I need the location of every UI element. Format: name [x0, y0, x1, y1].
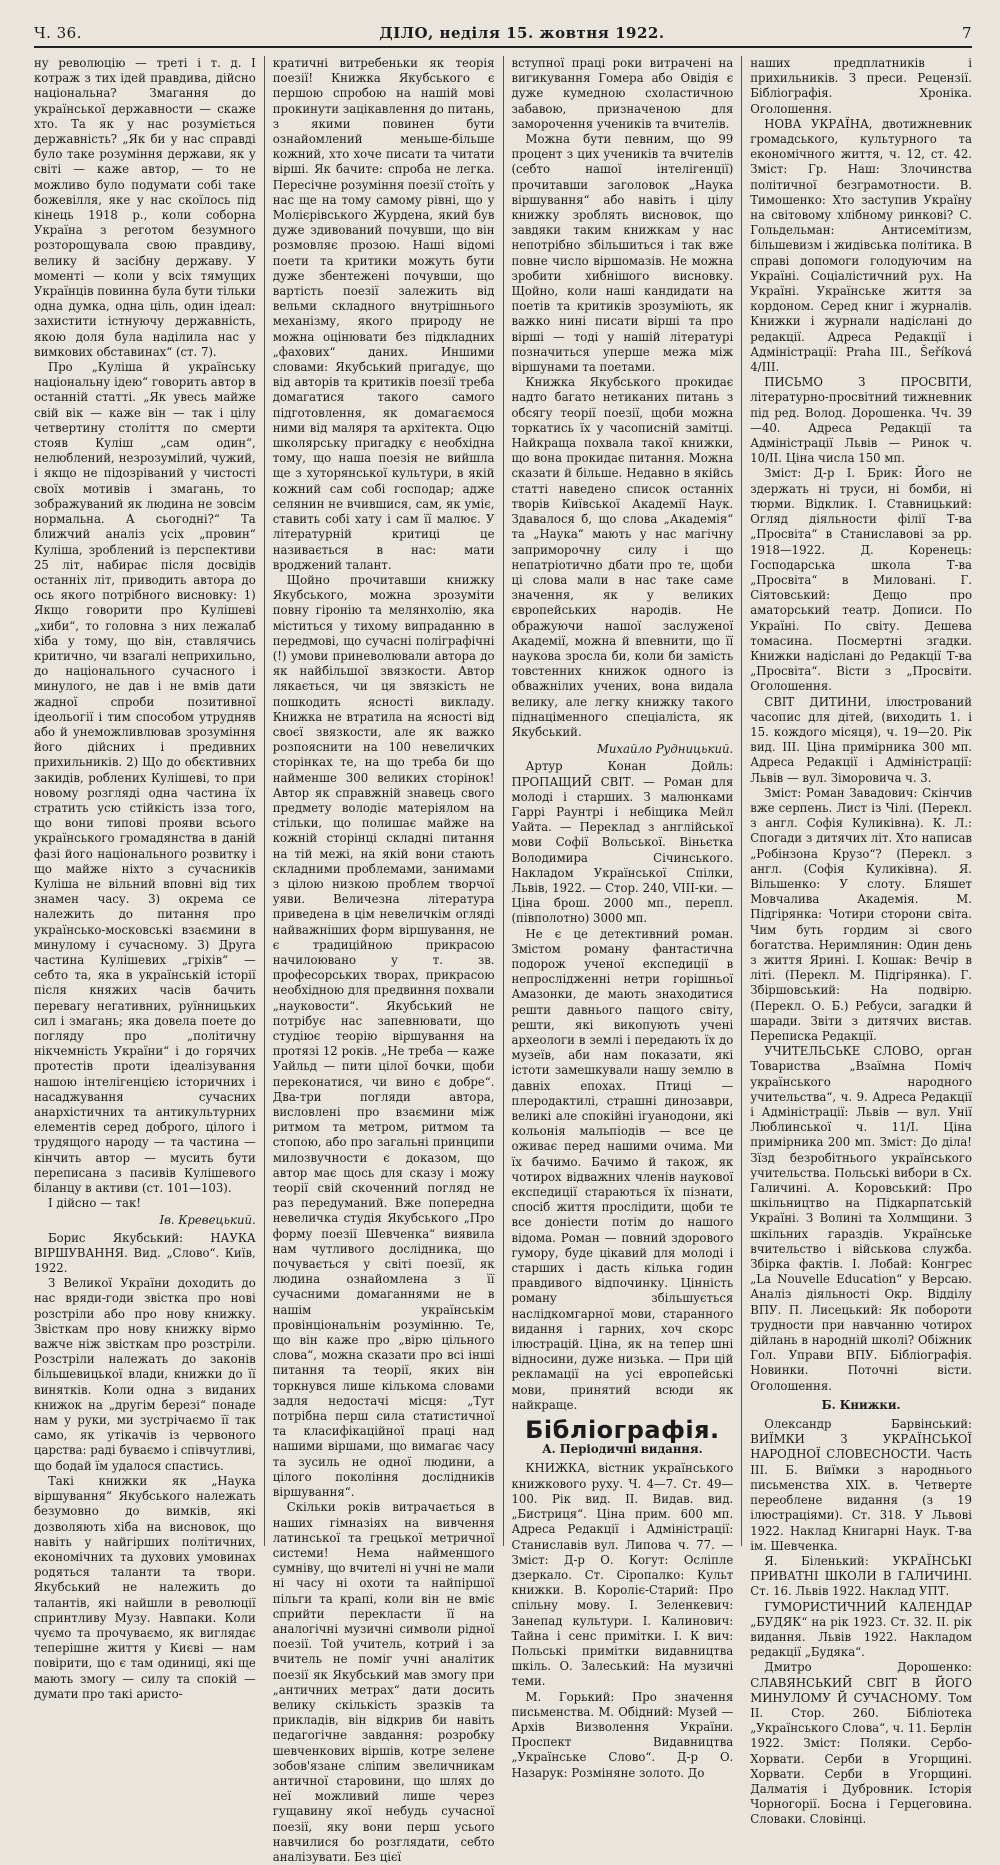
bibliography-entry: КНИЖКА, вістник українського книжкового руху. Ч. 4—7. Ст. 49—100. Рік вид. II. Видав. вид. „Бистриця“. Ціна прим. 600 мп. Адреса Редакції і Адміністрації: Станиславів вул. Липова ч. 77. — Зміст: Д-р О. Когут: Осліпле дзеркало. Ст. Сіропалко: Культ книжки. В. Короліє-Старий: Про спільну мову. І. Зеленкевич: Занепад культури. І. Калинович: Тайна і сенс примітки. І. К вич: Польські примітки видавництва шкіль. О. Залеський: На музичні теми. — [511, 1461, 734, 1689]
bibliography-entry: Дмитро Дорошенко: СЛАВЯНСЬКИЙ СВІТ В ЙОГО МИНУЛОМУ Й СУЧАСНОМУ. Том II. Стор. 260. Бібліотека „Українського Слова“, ч. 11. Берлін 1922. Зміст: Поляки. Сербо-Хорвати. Серби в Угорщині. Хорвати. Серби в Угорщині. Далматія і Дубровник. Історія Чорногорії. Босна і Герцеговина. Словаки. Словінці. — [750, 1660, 972, 1827]
bibliography-entry: НОВА УКРАЇНА, двотижневник громадського, культурного та економічного життя, ч. 12, ст. 42. Зміст: Гр. Наш: Злочинства політичної безграмотности. В. Тимошенко: Хто заступив Україну на світовому хлібному ринкові? С. Гольдельман: Антисемітизм, більшевизм і жидівська політика. В справі допомоги голодуючим на Україні. Соціалістичний рух. На Україні. Українське життя за кордоном. Серед книг і журналів. Книжки і журнали надіслані до редакції. Адреса Редакції і Адміністрації: Praha III., Šeříková 4/III. — [750, 116, 972, 375]
column-4 — [750, 56, 972, 1827]
bibliography-entry: ПИСЬМО З ПРОСВІТИ, літературно-просвітний тижневник під ред. Волод. Дорошенка. Чч. 39—40. Адреса Редакції та Адміністрації Львів — Ринок ч. 10/II. Ціна числа 150 мп. — [750, 375, 972, 466]
paragraph: Не є це детективний роман. Змістом роману фантастична подорож ученої експедиції в непрослідженні нетри горішньої Амазонки, де мають знаходитися решти давнього пащого світу, решти, які викопують учені археологи в землі і передають їх до музеїв, аби нам показати, які істоти замешкували нашу землю в давніх епохах. Птиці — плеродактилі, страшні динозаври, великі але спокійні ігуанодони, які кольонія мальпіодів — все це оживає перед нашими очима. Ми їх бачимо. Бачимо й також, як чотирох відважних членів наукової експедиції стараються їх пізнати, спосіб життя прослідити, щоби те все доніести потім до нашого відома. Роман — повний здорового гумору, буде цікавий для молоді і старших і дасть кілька годин правдивого відпочинку. Цінність роману збільшується наслідкомгарної мови, старанного видання і гарних, хоч скорс ілюстрацій. Ціна, як на тепер шні відносини, дуже низька. — При цій рекламації на усі европейські мови, принятий всюди як найкраще. — [511, 926, 734, 1412]
bibliography-entry: Олександр Барвінський: ВИЇМКИ З УКРАЇНСЬКОЇ НАРОДНОЇ СЛОВЕСНОСТИ. Часть III. Б. Виїмки з народнього письменства XIX. в. Четверте переоблене видання (з 19 ілюстраціями). Ст. 318. У Львові 1922. Наклад Книгарні Наук. Т-ва ім. Шевченка. — [750, 1417, 972, 1553]
paragraph: наших предплатників і прихильників. З преси. Рецензії. Бібліографія. Хроніка. Оголошення. — [750, 56, 972, 116]
paragraph: Книжка Якубського прокидає надто багато нетиканих питань з обсягу теорії поезії, щоби можна торкатись їх у часописній замітці. Найкраща похвала такої книжки, що вона прокидає питання. Можна сказати й більше. Недавно в якійсь статті наведено список останніх творів Київської Академії Наук. Здавалося б, що слова „Академія“ та „Наука“ мають у нас магічну заприморочну силу і що непатріотично дбати про те, щоби ці слова мали в нас таке саме значення, як у великих європейських народів. Не ображуючи нашої заслуженої Академії, можна й впевнити, що її наукова зросла би, коли би замість товстенних книжок одного із обважнілих учених, вона видала велику, але легку книжку такого піднаціменного спеціаліста, як Якубський. — [511, 375, 734, 739]
paragraph: З Великої України доходить до нас вряди-годи звістка про нові розстріли або про нову книжку. Звісткам про нову книжку вірмо важче ніж звісткам про розстріли. Розстріли належать до законів більшевицької влади, книжки до її винятків. Коли одна з виданих книжок на „другім березі“ понаде нам у руки, ми зустрічаємо її так само, як утікачів із червоного царства: раді буваємо і співчутливі, що бодай їм удалося спастись. — [34, 1276, 256, 1473]
paragraph: вступної праці роки витрачені на вигикування Гомера або Овідія є дуже кумедною схоластичною забавою, призначеною для заморочення учеників та вчителів. — [511, 56, 734, 131]
bibliography-entry: Зміст: Роман Завадович: Скінчив вже серпень. Лист із Чілі. (Перекл. з англ. Софія Куликівна). К. Л.: Спогади з дитячих літ. Хто написав „Робінзона Крузо“? (Перекл. з англ. (Софія Куликівна). Я. Вільшенко: У слоту. Бляшет Мовчалива Академія. М. Підгірянка: Чотири сторони світа. Чим буть гордим зі свого богатства. Неримлянин: Один день з життя Ярині. І. Кошак: Вечір в літі. (Перекл. М. Підгірянка). Г. Збіршовський: На подвірю. (Перекл. О. Б.) Ребуси, загадки й шаради. Звіти з дитячих вистав. Переписка Редакції. — [750, 785, 972, 1043]
review-title: Артур Конан Дойль: ПРОПАЩИЙ СВІТ. — Роман для молоді і старших. З малюнками Гаррі Раунтрі і небіщика Мейл Уайта. — Переклад з англійської мови Софії Вольської. Віньєтка Володимира Січинського. Накладом Української Спілки, Львів, 1922. — Стор. 240, VIII-ки. — Ціна брош. 2000 мп., перепл. (півполотно) 3000 мп. — [511, 759, 734, 926]
column-1 — [34, 56, 256, 1701]
newspaper-title-date: ДІЛО, неділя 15. жовтня 1922. — [379, 24, 665, 42]
books-subheading: Б. Книжки. — [821, 1397, 901, 1412]
bibliography-entry: М. Горький: Про значення письменства. М. Обідний: Музей — Архів Визволення України. Проспект Видавництва „Українське Слово“. Д-р О. Назарук: Розміняне золото. До — [511, 1689, 734, 1780]
bibliography-entry: УЧИТЕЛЬСЬКЕ СЛОВО, орган Товариства „Взаїмна Поміч українського народного учительства“, ч. 9. Адреса Редакції і Адміністрації: Львів — вул. Унії Люблинської ч. 11/І. Ціна примірника 200 мп. Зміст: До діла! Зїзд безробітнього українського учительства. Польські вибори в Сх. Галичині. А. Коровський: Про шкільництво на Підкарпатській Україні. З Волині та Холмщини. З шкільних гараздів. Українське вчительство і військова служба. Збірка фактів. І. Лобай: Конгрес „La Nouvelle Education“ у Версаю. Аналіз діяльності Окр. Відділу ВПУ. П. Лисецький: Як побороти трудности при навчанню чотирох дійлань в народній школі? Обіжник Гол. Управи ВПУ. Бібліографія. Новинки. Поточні вісти. Оголошення. — [750, 1044, 972, 1393]
signature-rudnytskyi: Михайло Рудницький. — [596, 742, 734, 757]
column-2 — [272, 56, 495, 1864]
columns — [34, 56, 972, 1864]
bibliography-entry: СВІТ ДИТИНИ, ілюстрований часопис для дітей, (виходить 1. і 15. кождого місяця), ч. 19—20. Рік вид. III. Ціна примірника 300 мп. Адреса Редакції і Адміністрації: Львів — вул. Зіморовича ч. 3. — [750, 694, 972, 785]
review-title: Борис Якубський: НАУКА ВІРШУВАННЯ. Вид. „Слово“. Київ, 1922. — [34, 1230, 256, 1276]
page-number: 7 — [961, 24, 972, 42]
bibliography-heading: Бібліографія. — [525, 1416, 720, 1445]
bibliography-entry: Я. Біленький: УКРАЇНСЬКІ ПРИВАТНІ ШКОЛИ В ГАЛИЧИНІ. Ст. 16. Львів 1922. Наклад УПТ. — [750, 1553, 972, 1599]
paragraph: ну революцію — треті і т. д. І котраж з тих ідей правдива, дійсно національна? Змагання до української державности — скаже хто. Та як у нас розуміється державність? „Як би у нас справді було таке розуміння держави, як у світі — каже автор, — то не можливо було подумати собі таке божевілля, яке у нас скоїлось під кінець 1918 р., коли соборна Україна з реготом безумного розторощувала свою правдиву, велику й засібну державу. У моменті — коли у всіх тямущих Українців повинна була бути тільки одна думка, одна ціль, один ідеал: захистити істнуючу державність, якою доля була наділила нас у вимкових обставинах“ (ст. 7). — [34, 56, 256, 359]
signature-krevetskyi: Ів. Кревецький. — [159, 1213, 256, 1228]
periodicals-subheading: А. Періодичні видання. — [542, 1442, 703, 1457]
bibliography-entry: ГУМОРИСТИЧНИЙ КАЛЕНДАР „БУДЯК“ на рік 1923. Ст. 32. II. рік видання. Львів 1922. Накладом редакції „Будяка“. — [750, 1599, 972, 1660]
paragraph: Про „Куліша й українську національну ідею“ говорить автор в останній статті. „Як увесь майже свій вік — каже він — так і цілу четвертину століття по смерти стояв Куліш „сам один“, нелюблений, незрозумілий, чужий, і якщо не підозріваний у чистості своїх мотивів і змагань, то зображуваний як людина не зовсім нормальна. А сьогодні?“ Та ближчий аналіз усіх „провин“ Куліша, зроблений із перспективи 25 літ, набирає після досвідів останніх літ, приводить автора до ось якого потрібного висновку: 1) Якщо говорити про Кулішеві „хиби“, то головна з них лежалаб хіба у тому, що він, ставлячись критично, чи взагалі неприхильно, до національного сучасного і минулого, не дав і не вмів дати жадної спроби позитивної ідеольогії і тим способом утрудняв або й унеможливлював зрозуміння його дійсних і предивних прихильників. 2) Що до обєктивних закидів, роблених Кулішеві, то при новому розгляді одна частина їх стратить усю стійкість ізза того, що вони типові прояви всього українського громадянства в даній фазі його національного розвитку і що майже ніхто з сучасників Куліша не вільний вповні від тих знамен часу. 3) окрема се належить до питання про українсько-московські взаємини в минулому і сучасному. 3) Друга частина Кулішевих „гріхів“ — себто та, яка в українській історії після княжих часів бачить перевагу негативних, руїнницьких сил і змагань; яка довела поете до погляду про „політичну нікчемність України“ і до горячих протестів проти ідеалізування нашою інтелігенцією історичних і насаджування сучасних анархістичних та антикультурних елементів серед доброго, цілого і трудящого народу — та частина — кінчить автор — мусить бути переписана з пасивів Кулішевого біланцу в активи (ст. 101—103). — [34, 360, 256, 1196]
paragraph: Такі книжки як „Наука віршування“ Якубського належать безумовно до вимків, які дозволяють хіба на висновок, що навіть у найгірших політичних, економічних та духових умовинах родяться таланти та твори. Якубський не належить до талантів, які найшли в революції спринтливу Музу. Навпаки. Коли чуємо та прочуваємо, як виглядає теперішне життя у Києві — нам повірити, що є там одиниці, які ще мають змогу — силу та спокій — думати про такі аристо- — [34, 1473, 256, 1701]
page-header — [34, 24, 972, 48]
issue-number: Ч. 36. — [34, 24, 82, 42]
column-3 — [511, 56, 734, 1780]
paragraph: Щойно прочитавши книжку Якубського, можна зрозуміти повну гіронію та мелянхолію, яка міститься у тихому випраданню в передмові, що сучасні поліграфічні (!) умови приневолювали автора до як найбільшої звязкости. Автор лякається, чи ця звязкість не пошкодить ясності викладу. Книжка не втратила на ясності від своєї звязкости, але як важко розпояснити на 100 невеличких сторінках те, на що треба би що найменше 300 великих сторінок! Автор як справжній знавець свого предмету володіє матеріялом на стільки, що полишає майже на кожній сторінці складні питання на тій межі, на якій вони стають складними проблемами, занимами з цілою низкою проблем творчої уяви. Величезна література приведена в цім невеличкім огляді найважніших форм віршування, не є традиційною прикрасою начилоювано у т. зв. професорських творах, прикрасою необхідною для предвиння похвали „науковости“. Якубський не потрібує нас запевнювати, що студіює теорію віршування на протязі 12 років. „Не треба — каже Уайльд — пити цілої бочки, щоби переконатися, чи вино є добре“. Два-три погляди автора, висловлені про взаємини між ритмом та метром, ритмом та стопою, або про загальні принципи милозвучности є доказом, що автор має щось для сказу і можу теорії свій скоченний погляд не раз передуманий. Вже попередна невеличка студія Якубського „Про форму поезії Шевченка“ виявила нам чутливого дослідника, що почувається у світі поезії, як людина ознайомлена з її сучасними домаганнями не в нашім українськім провінціональнім розумінню. Те, що він каже про „вірю цільного слова“, можна сказати про всі інші питання та теорії, яких він торкнувся лише кількома словами задля недостачі місця: „Тут потрібна перш сила статистичної та класифікаційної праці над нашими віршами, що вимагає часу та зусиль не одної людини, а цілого покоління дослідників віршування“. — [272, 572, 495, 1500]
bibliography-entry: Зміст: Д-р І. Брик: Його не здержать ні труси, ні бомби, ні тюрми. Відклик. І. Ставницький: Огляд діяльности філії Т-ва „Просвіта“ в Станиславові за рр. 1918—1922. Д. Коренець: Господарська школа Т-ва „Просвіта“ в Миловані. Г. Сіятовський: Дещо про аматорський театр. Дописи. По Україні. По світу. Дешева томасина. Посмертні згадки. Книжки надіслані до Редакції Т-ва „Просвіта“. Вісти з „Просвіти. Оголошення. — [750, 466, 972, 694]
column-divider — [264, 56, 265, 1546]
column-divider — [503, 56, 504, 1546]
paragraph: Скільки років витрачається в наших гімназіях на вивчення латинської та грецької метричної системи! Нема найменшого сумніву, що вчителі ні учні не мали ні часу ні охоти та найпіршої пільги та крапі, коли він не вміє сприйти перекласти її на аналогічні музичні символи рідної поезії. Той учитель, котрий і за вчитель не поміг учні аналітик поезії як Якубський мав змогу при „античних метрах“ дати досить велику скількість зразків та прикладів, він відкрив би навіть педагогічне завдання: розробку шевченкових віршів, котре зелене зобов'язане сліпим звеличникам античної старовини, що шлях до неї можливий лише через гущавину якої небудь сучасної поезії, яку вони перш усього навчилися бо розглядати, себто аналізувати. Без цієї — [272, 1500, 495, 1864]
paragraph: кратичні витребеньки як теорія поезії! Книжка Якубського є першою спробою на нашій мові прокинути зацікавлення до питань, з якими повинен бути ознайомлений меньше-більше кожний, хто хоче писати та читати вірші. Як бачите: спроба не легка. Пересічне розуміння поезії стоїть у нас ще на тому самому рівні, що у Молієрівського Журдена, який був дуже здивований почувши, що він розмовляє прозою. Наші відомі поети та критики можуть бути дуже збентежені почувши, що вартість поезії залежить від вельми складного внутрішнього механізму, якого природу не можна оцінювати без підкладних „фахових“ даних. Иншими словами: Якубський пригадує, що від авторів та критиків поезії треба домагатися такого самого підготовлення, як домагаємося ними від маляря та архітекта. Оцю школярську пригадку є необхідна тому, що наша поезія не вийшла ще з хуторянської культури, в якій кожний сам собі господар; адже селянин не вчившися, сам, як уміє, ставить собі хату і сам її малює. У літературній критиці це називається в нас: мати вроджений талант. — [272, 56, 495, 572]
paragraph: Можна бути певним, що 99 процент з цих учеників та вчителів (себто нашої інтелігенції) прочитавши заголовок „Наука віршування“ або навіть і цілу книжку зроблять висновок, що завдяки таким книжкам у нас непотрібно збільшиться і так вже повне число віршомазів. Не можна зробити хибнішого висновку. Щойно, коли наші кандидати на поетів та критиків зрозуміють, як важко нині писати вірші та про вірші — тоді у нашій літературі позначиться уперше межа між віршунами та поетами. — [511, 132, 734, 375]
column-divider — [741, 56, 742, 1546]
paragraph: І дійсно — так! — [48, 1196, 141, 1211]
